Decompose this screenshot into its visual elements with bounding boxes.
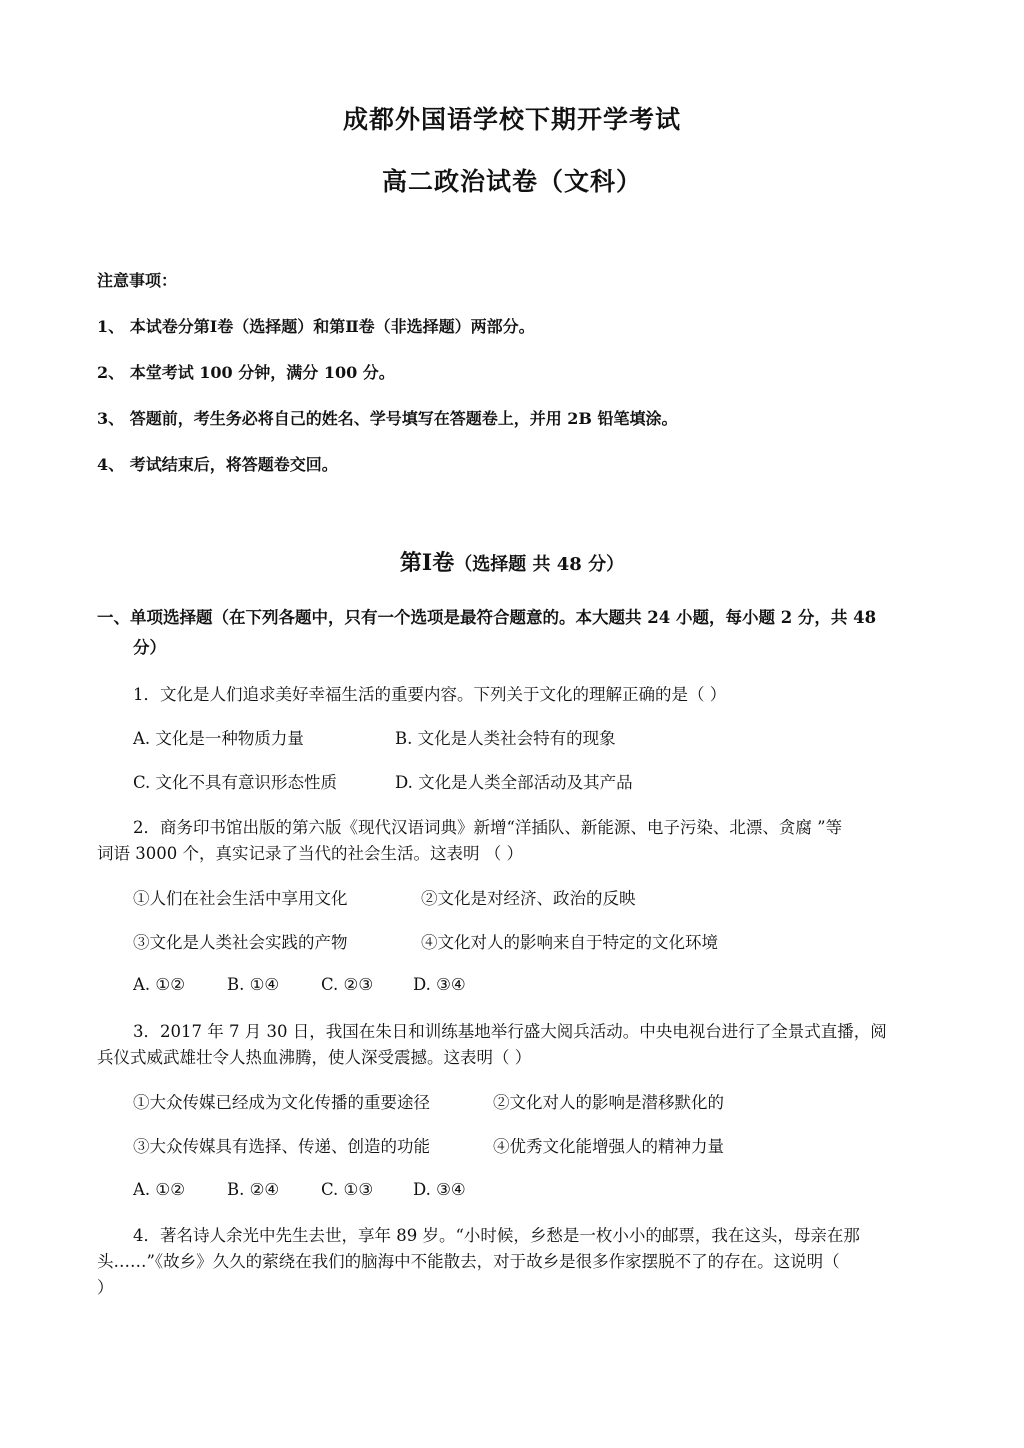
volume-subtitle: （选择题 共 48 分） [454,554,625,575]
question-3-stem-line2: 兵仪式威武雄壮令人热血沸腾，使人深受震撼。这表明（ ） [97,1048,532,1067]
question-2-statement-4: ④文化对人的影响来自于特定的文化环境 [421,933,718,952]
question-3-answer-b: B. ②④ [227,1180,280,1199]
note-item-2: 2、 本堂考试 100 分钟，满分 100 分。 [97,363,395,382]
section-instructions-line2: 分） [133,638,166,657]
school-exam-title: 成都外国语学校下期开学考试 [342,105,681,134]
question-2-statement-2: ②文化是对经济、政治的反映 [421,889,636,908]
volume-heading [0,546,1024,577]
question-3-statement-3: ③大众传媒具有选择、传递、创造的功能 [133,1137,430,1156]
question-4-stem-line3: ） [97,1278,114,1297]
notes-heading: 注意事项： [97,271,178,290]
question-1-option-b: B. 文化是人类社会特有的现象 [395,729,616,748]
question-3-statement-4: ④优秀文化能增强人的精神力量 [493,1137,724,1156]
question-2-answer-d: D. ③④ [413,975,466,994]
note-item-3: 3、 答题前，考生务必将自己的姓名、学号填写在答题卷上，并用 2B 铅笔填涂。 [97,409,678,428]
question-2-answer-c: C. ②③ [321,975,374,994]
question-1-option-a: A. 文化是一种物质力量 [133,729,304,748]
question-3-answer-a: A. ①② [133,1180,185,1199]
question-2-stem-line1: 2．商务印书馆出版的第六版《现代汉语词典》新增“洋插队、新能源、电子污染、北漂、贪腐 ”等 [133,818,843,837]
question-3-statement-2: ②文化对人的影响是潜移默化的 [493,1093,724,1112]
paper-title: 高二政治试卷（文科） [381,167,642,196]
question-1-stem: 1．文化是人们追求美好幸福生活的重要内容。下列关于文化的理解正确的是（ ） [133,685,727,704]
question-3-answer-d: D. ③④ [413,1180,466,1199]
question-2-statement-1: ①人们在社会生活中享用文化 [133,889,348,908]
question-1-option-c: C. 文化不具有意识形态性质 [133,773,338,792]
question-3-statement-1: ①大众传媒已经成为文化传播的重要途径 [133,1093,430,1112]
volume-title: 第Ⅰ卷 [399,550,455,576]
question-4-stem-line1: 4．著名诗人余光中先生去世，享年 89 岁。“小时候，乡愁是一枚小小的邮票，我在这头，母亲在那 [133,1226,860,1245]
section-instructions-line1: 一、单项选择题（在下列各题中，只有一个选项是最符合题意的。本大题共 24 小题，每小题 2 分，共 48 [97,608,877,627]
question-1-option-d: D. 文化是人类全部活动及其产品 [395,773,633,792]
note-item-4: 4、 考试结束后，将答题卷交回。 [97,455,338,474]
question-2-stem-line2: 词语 3000 个，真实记录了当代的社会生活。这表明 （ ） [97,844,523,863]
question-3-answer-c: C. ①③ [321,1180,374,1199]
question-2-answer-b: B. ①④ [227,975,280,994]
question-2-answer-a: A. ①② [133,975,185,994]
question-4-stem-line2: 头……”《故乡》久久的萦绕在我们的脑海中不能散去，对于故乡是很多作家摆脱不了的存在。这说明（ [97,1252,840,1271]
note-item-1: 1、 本试卷分第Ⅰ卷（选择题）和第Ⅱ卷（非选择题）两部分。 [97,317,535,336]
question-2-statement-3: ③文化是人类社会实践的产物 [133,933,348,952]
question-3-stem-line1: 3．2017 年 7 月 30 日，我国在朱日和训练基地举行盛大阅兵活动。中央电视台进行了全景式直播，阅 [133,1022,887,1041]
